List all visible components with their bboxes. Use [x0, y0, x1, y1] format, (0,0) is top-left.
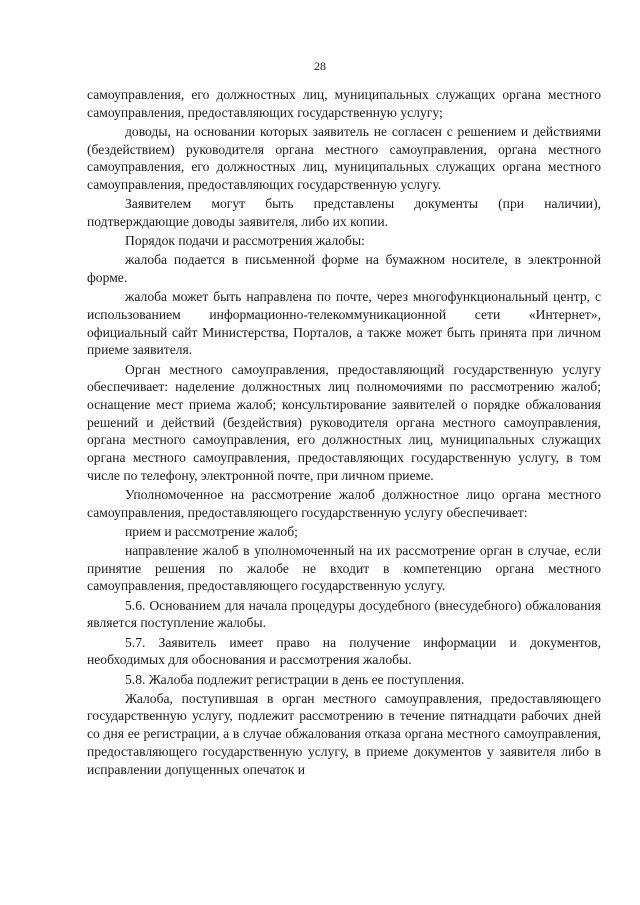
document-body — [87, 86, 601, 778]
paragraph: 5.6. Основанием для начала процедуры досудебного (внесудебного) обжалования является поступление жалобы. — [87, 597, 601, 631]
paragraph: Уполномоченное на рассмотрение жалоб должностное лицо органа местного самоуправления, предоставляющего государственную услугу обеспечивает: — [87, 486, 601, 520]
paragraph: направление жалоб в уполномоченный на их рассмотрение орган в случае, если принятие решения по жалобе не входит в компетенцию органа местного самоуправления, предоставляющего государственную услугу. — [87, 543, 601, 594]
paragraph: 5.8. Жалоба подлежит регистрации в день ее поступления. — [125, 671, 465, 687]
paragraph: самоуправления, его должностных лиц, муниципальных служащих органа местного самоуправления, предоставляющих государственную услугу; — [87, 87, 601, 120]
page-number: 28 — [314, 59, 326, 73]
paragraph: 5.7. Заявитель имеет право на получение информации и документов, необходимых для обоснования и рассмотрения жалобы. — [87, 634, 601, 668]
paragraph: Заявителем могут быть представлены документы (при наличии), подтверждающие доводы заявителя, либо их копии. — [87, 196, 601, 229]
paragraph: прием и рассмотрение жалоб; — [125, 523, 298, 539]
paragraph: доводы, на основании которых заявитель не согласен с решением и действиями (бездействием) руководителя органа местного самоуправления, органа местного самоуправления, его должностных лиц, муниципальных служащих органа местного самоуправления, предоставляющих государственную услугу. — [87, 123, 601, 193]
paragraph: Орган местного самоуправления, предоставляющий государственную услугу обеспечивает: наделение должностных лиц полномочиями по рассмотрению жалоб; оснащение мест приема жалоб; консультирование заявителей о порядке обжалования решений и действий (бездействия) руководителя органа местного самоуправления, органа местного самоуправления, его должностных лиц, муниципальных служащих органа местного самоуправления, предоставляющих государственную услугу, в том числе по телефону, электронной почте, при личном приеме. — [87, 361, 601, 483]
paragraph: Порядок подачи и рассмотрения жалобы: — [125, 233, 365, 249]
paragraph: Жалоба, поступившая в орган местного самоуправления, предоставляющего государственную услугу, подлежит рассмотрению в течение пятнадцати рабочих дней со дня ее регистрации, а в случае обжалования отказа органа местного самоуправления, предоставляющего государственную услугу, в приеме документов у заявителя либо в исправлении допущенных опечаток и — [87, 690, 601, 777]
paragraph: жалоба может быть направлена по почте, через многофункциональный центр, с использованием информационно-телекоммуникационной сети «Интернет», официальный сайт Министерства, Порталов, а также может быть принята при личном приеме заявителя. — [87, 289, 601, 358]
paragraph: жалоба подается в письменной форме на бумажном носителе, в электронной форме. — [87, 252, 601, 286]
